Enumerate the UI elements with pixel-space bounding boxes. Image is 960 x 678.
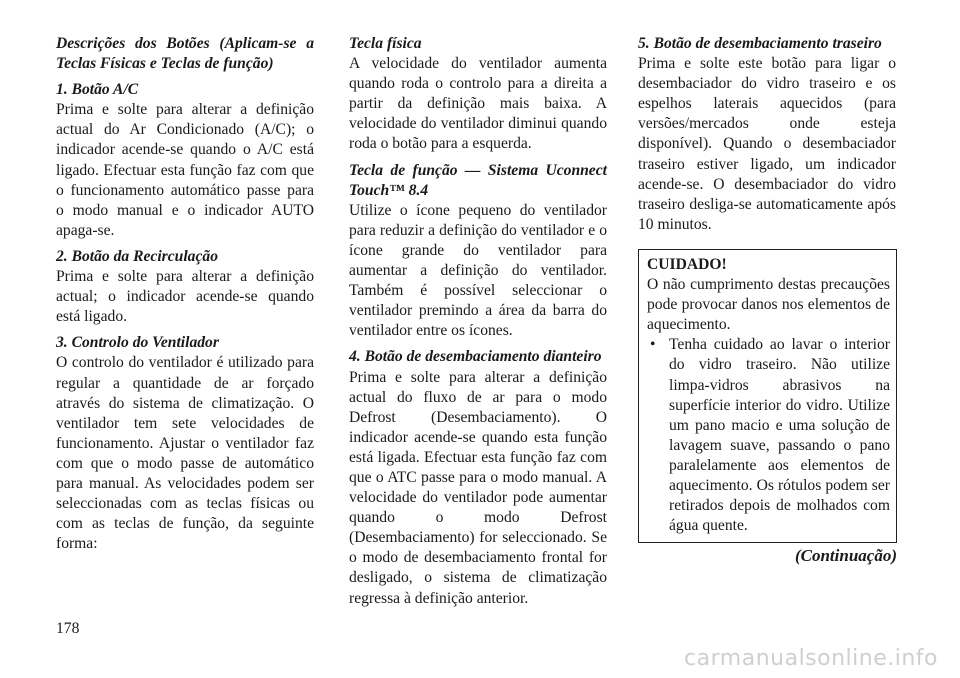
column-3: [638, 34, 896, 566]
section-heading: 2. Botão da Recirculação: [56, 247, 218, 265]
section-soft-key: [349, 161, 607, 342]
watermark: carmanualsonline.info: [684, 646, 938, 671]
section-ac: [56, 80, 314, 241]
caution-box: [638, 249, 897, 543]
page-number: 178: [56, 620, 80, 637]
section-heading: 5. Botão de desembaciamento traseiro: [638, 35, 882, 52]
section-heading: 4. Botão de desembaciamento dianteiro: [349, 348, 602, 366]
caution-title: CUIDADO!: [647, 255, 727, 273]
section-body: Utilize o ícone pequeno do ventilador para reduzir a definição do ventilador e o ícone grande do ventilador para aumentar a definição do ventilador. Também é possível seleccionar o ventilador premindo a área da barra do ventilador entre os ícones.: [349, 201, 607, 340]
intro-heading: Descrições dos Botões (Aplicam-se a Teclas Físicas e Teclas de função): [56, 35, 314, 73]
caution-list: [647, 335, 890, 536]
caution-bullet-text: Tenha cuidado ao lavar o interior do vidro traseiro. Não utilize limpa-vidros abrasivos na superfície interior do vidro. Utilize um pano macio e uma solução de lavagem suave, passando o pano paralelamente aos elementos de aquecimento. Os rótulos podem ser retirados depois de molhados com água quente.: [669, 336, 890, 535]
section-body: Prima e solte para alterar a definição actual do Ar Condicionado (A/C); o indicador acende-se quando o A/C está ligado. Efectuar esta função faz com que o funcionamento automático passe para o modo manual e o indicador AUTO apaga-se.: [56, 101, 314, 239]
section-body: Prima e solte para alterar a definição actual; o indicador acende-se quando está ligado.: [56, 268, 314, 326]
section-heading: Tecla de função — Sistema Uconnect Touch™ 8.4: [349, 161, 607, 199]
section-body: Prima e solte para alterar a definição actual do fluxo de ar para o modo Defrost (Desembaciamento). O indicador acende-se quando esta função está ligada. Efectuar esta função faz com que o ATC passe para o modo manual. A velocidade do ventilador pode aumentar quando o modo Defrost (Desembaciamento) for seleccionado. Se o modo de desembaciamento frontal for desligado, o sistema de climatização regressa à definição anterior.: [349, 368, 607, 607]
section-heading: Tecla física: [349, 35, 422, 52]
continuation-label: (Continuação): [794, 546, 897, 566]
section-body: A velocidade do ventilador aumenta quando roda o controlo para a direita a partir da definição mais baixa. A velocidade do ventilador diminui quando roda o botão para a esquerda.: [349, 55, 607, 153]
section-fan-control: [56, 333, 314, 554]
section-physical-key: [349, 34, 607, 155]
section-heading: 1. Botão A/C: [56, 81, 139, 99]
bullet-icon: •: [650, 336, 656, 354]
section-rear-defrost: [638, 34, 896, 235]
section-recirculation: [56, 247, 314, 327]
section-body: O controlo do ventilador é utilizado para regular a quantidade de ar forçado através do sistema de climatização. O ventilador tem sete velocidades de funcionamento. Ajustar o ventilador faz com que o modo passe de automático para manual. As velocidades podem ser seleccionadas com as teclas físicas ou com as teclas de função, da seguinte forma:: [56, 354, 314, 553]
column-2: [349, 34, 607, 609]
caution-intro: O não cumprimento destas precauções pode provocar danos nos elementos de aquecimento.: [647, 276, 890, 334]
column-1: [56, 34, 314, 554]
section-body: Prima e solte este botão para ligar o desembaciador do vidro traseiro e os espelhos laterais aquecidos (para versões/mercados onde esteja disponível). Quando o desembaciador traseiro estiver ligado, um indicador acende-se. O desembaciador do vidro traseiro desliga-se automaticamente após 10 minutos.: [638, 55, 896, 233]
caution-bullet: [647, 335, 890, 536]
section-front-defrost: [349, 347, 607, 608]
section-heading: 3. Controlo do Ventilador: [56, 334, 219, 352]
